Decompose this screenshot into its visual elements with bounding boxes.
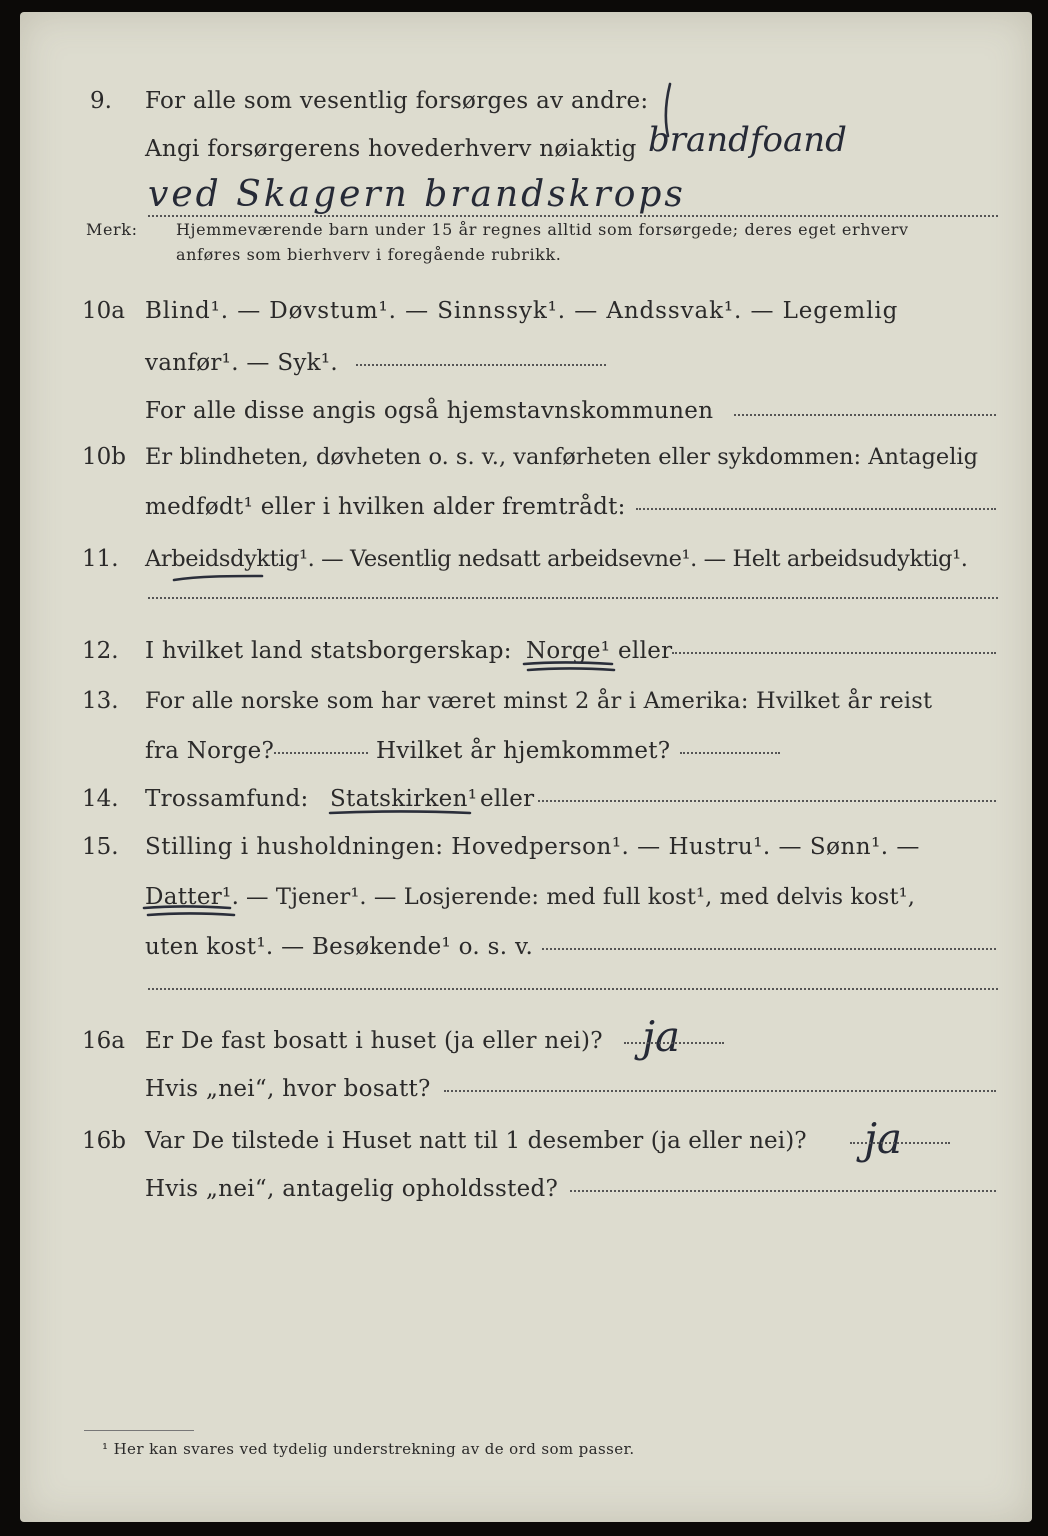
question-13-line-2a: fra Norge? [145,738,275,764]
answer-line [672,652,996,654]
handwritten-answer: ja [642,1012,681,1061]
question-10a-line-1: Blind¹. — Døvstum¹. — Sinnssyk¹. — Andssvak¹. — Legemlig [145,298,899,324]
handwritten-answer: ja [864,1114,903,1163]
question-15-line-3: uten kost¹. — Besøkende¹ o. s. v. [145,934,534,960]
question-14-suffix: eller [480,786,535,812]
handwritten-underline [170,570,270,590]
answer-line [680,752,780,754]
question-13-line-1: For alle norske som har været minst 2 år i Amerika: Hvilket år reist [145,688,933,714]
question-16a-line-2: Hvis „nei“, hvor bosatt? [145,1076,431,1102]
item-number: 15. [82,834,119,860]
question-9-line-1: For alle som vesentlig forsørges av andre: [145,88,649,114]
question-14-prefix: Trossamfund: [145,786,309,812]
answer-line [538,800,996,802]
item-number: 11. [82,546,119,572]
question-14-underlined: Statskirken¹ [330,786,478,812]
answer-line [148,215,998,217]
question-16a-line-1: Er De fast bosatt i huset (ja eller nei)? [145,1028,603,1054]
question-10a-line-3: For alle disse angis også hjemstavnskommunen [145,398,714,424]
answer-line [444,1090,996,1092]
handwritten-answer: brandfoand [648,120,847,160]
answer-line [274,752,368,754]
handwritten-underline [326,806,476,826]
note-line-2: anføres som bierhverv i foregående rubrikk. [176,245,562,264]
item-number: 16a [82,1028,125,1054]
question-12-prefix: I hvilket land statsborgerskap: [145,638,512,664]
question-15-underlined: Datter¹. [145,884,240,910]
answer-line [850,1142,950,1144]
question-10b-line-2: medfødt¹ eller i hvilken alder fremtrådt: [145,494,626,520]
item-number: 12. [82,638,119,664]
answer-line [734,414,996,416]
answer-line [148,988,998,990]
note-line-1: Hjemmeværende barn under 15 år regnes alltid som forsørgede; deres eget erhverv [176,220,909,239]
item-number: 10b [82,444,126,470]
answer-line [570,1190,996,1192]
question-10a-line-2: vanfør¹. — Syk¹. [145,350,339,376]
note-label: Merk: [86,220,138,239]
handwritten-underline [520,658,620,678]
answer-line [148,597,998,599]
footnote: ¹ Her kan svares ved tydelig understrekning av de ord som passer. [102,1440,635,1458]
question-10b-line-1: Er blindheten, døvheten o. s. v., vanførheten eller sykdommen: Antagelig [145,444,978,470]
item-number: 10a [82,298,125,324]
item-number: 13. [82,688,119,714]
answer-line [542,948,996,950]
question-11-line-1: Arbeidsdyktig¹. — Vesentlig nedsatt arbeidsevne¹. — Helt arbeidsudyktig¹. [145,546,968,572]
item-number: 9. [90,88,112,114]
footnote-rule [84,1430,194,1431]
question-16b-line-1: Var De tilstede i Huset natt til 1 desember (ja eller nei)? [145,1128,807,1154]
question-13-line-2b: Hvilket år hjemkommet? [376,738,671,764]
answer-line [356,364,606,366]
question-15-line-2: — Tjener¹. — Losjerende: med full kost¹, med delvis kost¹, [246,884,915,910]
handwritten-underline [140,902,240,926]
question-16b-line-2: Hvis „nei“, antagelig opholdssted? [145,1176,559,1202]
handwritten-answer: ved Skagern brandskrops [148,174,686,215]
census-form-page [20,12,1032,1522]
answer-line [624,1042,724,1044]
question-9-line-2: Angi forsørgerens hovederhverv nøiaktig [145,136,637,162]
question-12-underlined: Norge¹ [526,638,611,664]
answer-line [636,508,996,510]
item-number: 16b [82,1128,126,1154]
question-15-line-1: Stilling i husholdningen: Hovedperson¹. — Hustru¹. — Sønn¹. — [145,834,920,860]
item-number: 14. [82,786,119,812]
question-12-suffix: eller [618,638,673,664]
